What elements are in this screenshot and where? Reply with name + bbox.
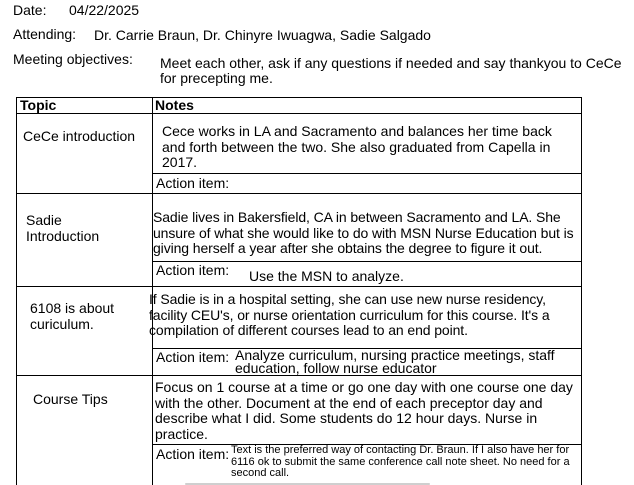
attending-label: Attending: <box>13 26 77 42</box>
row-topic: Sadie Introduction <box>26 212 100 244</box>
row-notes: Sadie lives in Bakersfield, CA in between Sacramento and LA. She unsure of what she would like to do with MSN Nurse Education but is giving herself a year after she obtains the degree to figure it out. <box>153 209 574 256</box>
attending-value: Dr. Carrie Braun, Dr. Chinyre Iwuagwa, Sadie Salgado <box>94 27 431 43</box>
topic-header: Topic <box>20 97 57 113</box>
row-divider <box>152 173 582 174</box>
table-border-top <box>16 97 582 98</box>
action-item-text: Text is the preferred way of contacting Dr. Braun. If I also have her for 6116 ok to submit the same conference call note sheet. No need for a second call. <box>231 445 570 479</box>
row-notes: Cece works in LA and Sacramento and balances her time back and forth between the two. She also graduated from Capella in 2017. <box>162 123 552 170</box>
notes-header: Notes <box>155 97 194 113</box>
objectives-value: Meet each other, ask if any questions if needed and say thankyou to CeCe for precepting me. <box>160 55 622 86</box>
row-topic: Course Tips <box>33 391 108 407</box>
row-divider <box>16 286 582 287</box>
row-notes: Focus on 1 course at a time or go one day with one course one day with the other. Document at the end of each preceptor day and describe what I did. Some students do 12 hour days. Nurse in practice. <box>155 379 573 442</box>
row-divider <box>16 375 582 376</box>
table-header-divider <box>16 113 582 114</box>
action-item-label: Action item: <box>156 262 230 278</box>
action-item-text <box>235 349 565 375</box>
row-divider <box>16 193 582 194</box>
action-item-text-content: Analyze curriculum, nursing practice meetings, staff education, follow nurse educator <box>235 349 555 375</box>
objectives-label: Meeting objectives: <box>13 51 133 67</box>
action-item-label: Action item: <box>156 349 230 365</box>
action-item-label: Action item: <box>156 446 230 462</box>
row-topic: CeCe introduction <box>23 128 136 144</box>
row-notes: If Sadie is in a hospital setting, she can use new nurse residency, facility CEU's, or nurse orientation curriculum for this course. It's a compilation of different courses lead to an end point. <box>149 291 550 338</box>
table-border-right <box>581 97 582 485</box>
action-item-text: Use the MSN to analyze. <box>249 268 404 284</box>
table-border-left <box>16 97 17 485</box>
action-item-label: Action item: <box>156 175 230 191</box>
date-value: 04/22/2025 <box>69 2 140 18</box>
date-label: Date: <box>13 2 47 18</box>
row-topic: 6108 is about curiculum. <box>30 300 115 332</box>
